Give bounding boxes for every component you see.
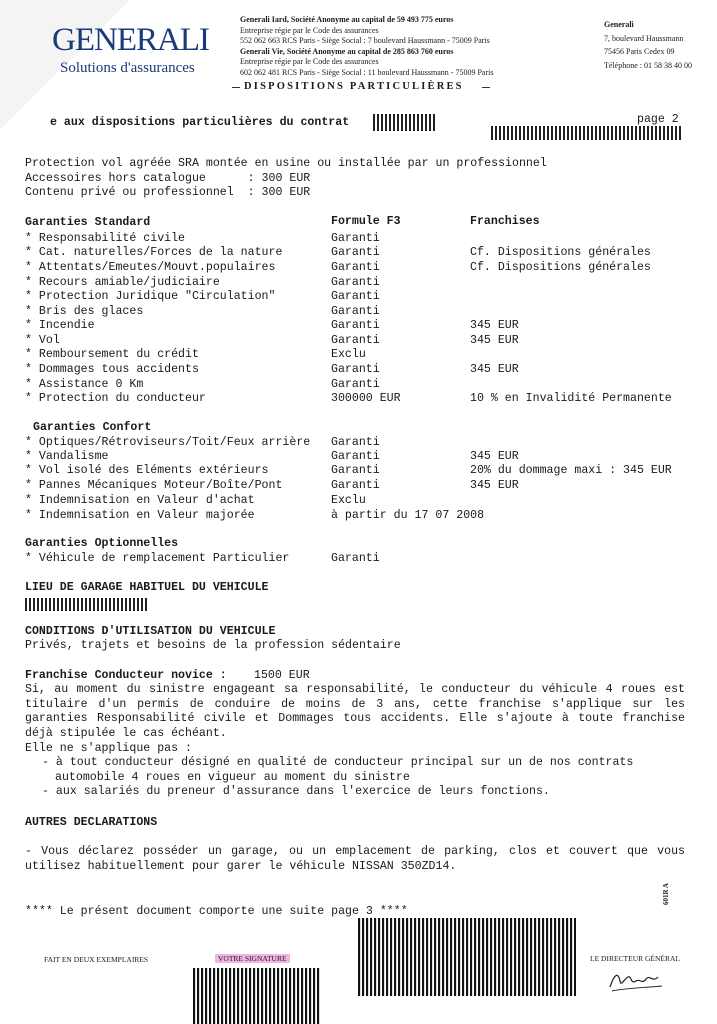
header-rule-left: [232, 87, 240, 88]
guarantee-label: * Indemnisation en Valeur d'achat: [25, 494, 255, 507]
guarantee-label: * Responsabilité civile: [25, 232, 186, 245]
votre-signature-label: VOTRE SIGNATURE: [215, 954, 290, 963]
intro-line: Protection vol agréée SRA montée en usine ou installée par un professionnel: [25, 157, 547, 170]
guarantee-label: * Pannes Mécaniques Moteur/Boîte/Pont: [25, 479, 283, 492]
guarantee-label: * Indemnisation en Valeur majorée: [25, 509, 255, 522]
franchise-value: 345 EUR: [470, 363, 519, 376]
formule-value: 300000 EUR: [331, 392, 401, 405]
guarantee-label: * Dommages tous accidents: [25, 363, 199, 376]
guarantee-label: * Vol isolé des Eléments extérieurs: [25, 464, 269, 477]
doc-title: e aux dispositions particulières du contrat: [50, 116, 350, 129]
novice-heading: Franchise Conducteur novice :: [25, 669, 227, 682]
conditions-heading: CONDITIONS D'UTILISATION DU VEHICULE: [25, 625, 276, 638]
intro-line: Accessoires hors catalogue : 300 EUR: [25, 172, 311, 185]
franchise-value: Cf. Dispositions générales: [470, 246, 651, 259]
formule-value: Garanti: [331, 450, 380, 463]
autres-heading: AUTRES DECLARATIONS: [25, 816, 158, 829]
formule-value: Garanti: [331, 378, 380, 391]
address-line: Téléphone : 01 58 38 40 00: [604, 60, 692, 70]
legal-line: Entreprise régie par le Code des assurances: [240, 25, 379, 35]
page-number: page 2: [637, 113, 679, 126]
guarantee-label: * Optiques/Rétroviseurs/Toit/Feux arrière: [25, 436, 311, 449]
formule-value: Garanti: [331, 363, 380, 376]
novice-bullet-continued: automobile 4 roues en vigueur au moment du sinistre: [55, 771, 410, 784]
address-line: 75456 Paris Cedex 09: [604, 47, 675, 56]
address-line: Generali: [604, 20, 634, 29]
legal-block: [240, 15, 493, 78]
guarantee-label: * Protection Juridique "Circulation": [25, 290, 276, 303]
franchise-value: 345 EUR: [470, 319, 519, 332]
reference-redacted: [491, 126, 683, 140]
guarantee-label: * Attentats/Emeutes/Mouvt.populaires: [25, 261, 276, 274]
address-line: 7, boulevard Haussmann: [604, 33, 684, 43]
director-signature: [606, 965, 666, 995]
section-title: DISPOSITIONS PARTICULIÈRES: [244, 81, 464, 92]
brand-logo: GENERALI: [52, 22, 209, 58]
formule-value: Garanti: [331, 436, 380, 449]
guarantee-label: * Véhicule de remplacement Particulier: [25, 552, 290, 565]
formule-value: Garanti: [331, 276, 380, 289]
legal-line: 552 062 663 RCS Paris - Siège Social : 7 boulevard Haussmann - 75009 Paris: [240, 36, 490, 45]
legal-line: 602 062 481 RCS Paris - Siège Social : 11 boulevard Haussmann - 75009 Paris: [240, 67, 494, 77]
formule-value: Garanti: [331, 305, 380, 318]
franchises-column-header: Franchises: [470, 215, 540, 228]
formule-value: Garanti: [331, 232, 380, 245]
formule-value: Garanti: [331, 464, 380, 477]
franchise-value: 345 EUR: [470, 479, 519, 492]
brand-tagline: Solutions d'assurances: [60, 60, 195, 76]
legal-line: Entreprise régie par le Code des assurances: [240, 57, 379, 66]
novice-amount: 1500 EUR: [254, 669, 310, 682]
formule-value: Garanti: [331, 552, 380, 565]
address-block: [604, 18, 692, 72]
garage-address-redacted: [25, 598, 148, 611]
novice-bullet: - à tout conducteur désigné en qualité de conducteur principal sur un de nos contrats: [42, 756, 634, 769]
confort-heading: Garanties Confort: [33, 421, 152, 434]
franchise-value: 20% du dommage maxi : 345 EUR: [470, 464, 672, 477]
formule-value: Garanti: [331, 334, 380, 347]
novice-bullet: - aux salariés du preneur d'assurance dans l'exercice de leurs fonctions.: [42, 785, 550, 798]
formule-value: Garanti: [331, 246, 380, 259]
guarantee-label: * Recours amiable/judiciaire: [25, 276, 220, 289]
guarantee-label: * Assistance 0 Km: [25, 378, 144, 391]
guarantee-label: * Protection du conducteur: [25, 392, 206, 405]
franchise-value: 10 % en Invalidité Permanente: [470, 392, 672, 405]
franchise-value: 345 EUR: [470, 334, 519, 347]
autres-paragraph: - Vous déclarez posséder un garage, ou un emplacement de parking, clos et couvert que vous utilisez habituellement pour garer le véhicule NISSAN 350ZD14.: [25, 845, 685, 873]
form-code: 601R A: [662, 883, 670, 905]
formule-value: à partir du 17 07 2008: [331, 509, 485, 522]
novice-paragraph: Si, au moment du sinistre engageant sa responsabilité, le conducteur du véhicule 4 roues est titulaire d'un permis de conduire de moins de 3 ans, cette franchise s'applique sur les garanties Responsabilité civile et Dommages tous accidents. Elle s'ajoute à toute franchise déjà stipulée le cas échéant.: [25, 683, 685, 740]
contract-number-redacted: [373, 114, 437, 131]
date-stamp-redacted: [358, 918, 576, 996]
formule-value: Garanti: [331, 479, 380, 492]
novice-not-applicable: Elle ne s'applique pas :: [25, 742, 192, 755]
guarantee-label: * Vandalisme: [25, 450, 109, 463]
standard-heading: Garanties Standard: [25, 216, 151, 229]
guarantee-label: * Remboursement du crédit: [25, 348, 199, 361]
franchise-value: Cf. Dispositions générales: [470, 261, 651, 274]
directeur-label: LE DIRECTEUR GÉNÉRAL: [590, 954, 680, 963]
formule-value: Garanti: [331, 319, 380, 332]
fait-en-deux-exemplaires: FAIT EN DEUX EXEMPLAIRES: [44, 955, 149, 964]
header-rule-right: [482, 87, 490, 88]
legal-line: Generali Vie, Société Anonyme au capital de 285 863 760 euros: [240, 46, 454, 56]
signature-redacted: [193, 968, 320, 1024]
legal-line: Generali Iard, Société Anonyme au capital de 59 493 775 euros: [240, 15, 454, 24]
formule-value: Garanti: [331, 290, 380, 303]
formule-value: Exclu: [331, 348, 366, 361]
guarantee-label: * Bris des glaces: [25, 305, 144, 318]
guarantee-label: * Vol: [25, 334, 60, 347]
optionnelles-heading: Garanties Optionnelles: [25, 537, 179, 550]
formule-column-header: Formule F3: [331, 215, 401, 228]
intro-line: Contenu privé ou professionnel : 300 EUR: [25, 186, 311, 199]
conditions-text: Privés, trajets et besoins de la profession sédentaire: [25, 639, 401, 652]
suite-note: **** Le présent document comporte une suite page 3 ****: [25, 905, 408, 918]
guarantee-label: * Incendie: [25, 319, 95, 332]
formule-value: Exclu: [331, 494, 366, 507]
guarantee-label: * Cat. naturelles/Forces de la nature: [25, 246, 283, 259]
franchise-value: 345 EUR: [470, 450, 519, 463]
formule-value: Garanti: [331, 261, 380, 274]
garage-heading: LIEU DE GARAGE HABITUEL DU VEHICULE: [25, 581, 269, 594]
